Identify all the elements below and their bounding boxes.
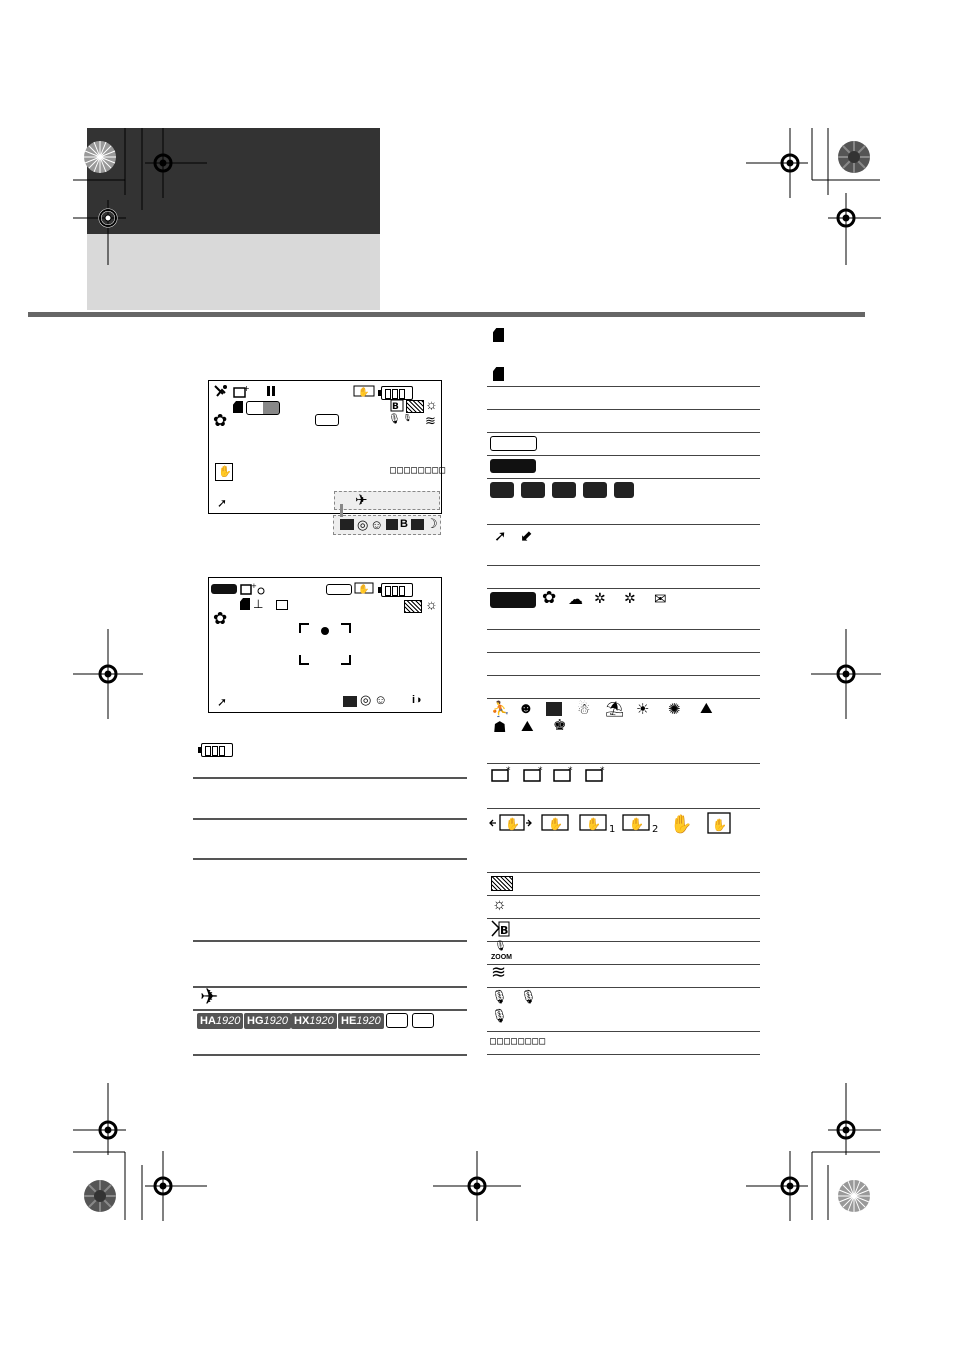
smile-icon: ☺ (374, 692, 388, 707)
status-icon-row (333, 515, 441, 535)
svg-text:*: * (538, 766, 543, 776)
portrait-icon: ☻ (518, 700, 534, 717)
zoom-mic-icon: 🎙 (403, 415, 412, 422)
sun-icon: ☼ (492, 896, 507, 913)
frame-camera-icon (240, 582, 268, 596)
night-scenery-icon: ⛰ (521, 718, 534, 735)
mode-badge (490, 459, 536, 473)
exposure-icon (343, 696, 357, 707)
cloud-icon: ☁ (568, 591, 583, 608)
night-portrait-icon: ☗ (493, 719, 507, 736)
sports-icon: ⛹ (491, 701, 510, 718)
svg-text:*: * (506, 766, 511, 776)
mode-badge (490, 592, 536, 608)
soft-skin-icon (546, 702, 562, 716)
recording-mode-he: HE1920 (338, 1013, 384, 1029)
ia-macro-icon (614, 482, 634, 498)
airplane-icon: ✈ (200, 984, 219, 1009)
party-icon: ♚ (553, 717, 567, 734)
mode-frame (386, 1013, 408, 1028)
counter: □□□□□□□□ (390, 465, 447, 476)
ois-hand-icon: ✋ (215, 463, 233, 481)
diagonal-arrow-icon: ➚ (494, 528, 507, 545)
svg-text:✋: ✋ (629, 817, 644, 831)
svg-text:✋: ✋ (712, 818, 727, 832)
ia-portrait-icon (583, 482, 607, 498)
gear-icon: ✿ (213, 411, 228, 430)
sun-icon: ☼ (425, 396, 438, 412)
frame-icons-row (490, 765, 620, 783)
zoom-mic-icon: 🎙 (494, 941, 507, 952)
recording-mode-ha: HA1920 (197, 1013, 243, 1029)
mic-icon: 🎙 (388, 414, 401, 425)
gear-icon: ✿ (213, 609, 228, 628)
face-icon: ◎ (357, 517, 369, 532)
battery-icon (201, 743, 233, 757)
ia-plus-icon (521, 482, 545, 498)
sunset-icon: ☀ (636, 701, 650, 718)
diagonal-arrow-icon: ➚ (217, 496, 228, 510)
lamp-2-icon: ✲ (624, 590, 636, 606)
airplane-icon: ✈ (355, 492, 368, 509)
picture-size-icon: ⊥ (253, 597, 264, 611)
smile-icon: ☺ (370, 517, 384, 532)
scenery-icon: ⛰ (700, 700, 713, 717)
mic-icon: 🎙 (491, 1008, 508, 1023)
battery-icon (381, 386, 413, 400)
frame-icon (233, 385, 249, 398)
svg-text:✋: ✋ (670, 814, 693, 835)
fireworks-icon: ✺ (668, 701, 681, 718)
exposure-icon (340, 519, 354, 530)
face-icon: ◎ (360, 692, 372, 707)
backlight-icon (491, 920, 511, 938)
ia-scenery-icon (552, 482, 576, 498)
record-bar (246, 401, 280, 415)
svg-text:✋: ✋ (586, 817, 601, 831)
mode-frame (412, 1013, 434, 1028)
gear-icon: ✿ (542, 588, 557, 607)
hand-set-icon: ✉ (654, 591, 667, 608)
diagonal-arrow-icon: ➚ (217, 695, 228, 709)
ois-icons-row (490, 812, 735, 834)
svg-text:*: * (568, 766, 573, 776)
svg-text:+: + (243, 384, 250, 393)
mic-icon: 🎙 (491, 989, 508, 1004)
svg-text:✋: ✋ (358, 585, 370, 595)
svg-text:✋: ✋ (505, 817, 520, 831)
flight-mode-zone (334, 491, 440, 510)
sd-card-icon (240, 598, 250, 610)
recording-mode-hg: HG1920 (244, 1013, 291, 1029)
lamp-1-icon: ✲ (594, 590, 606, 606)
svg-text:2: 2 (652, 824, 659, 835)
backlight-icon (390, 399, 404, 412)
beach-icon: ⛱ (605, 701, 625, 718)
svg-text:*: * (600, 766, 605, 776)
night-icon: ☽ (426, 516, 438, 531)
af-frame (299, 623, 351, 665)
mode-badge (211, 584, 237, 594)
ois-hand-icon (351, 385, 377, 397)
quality-frame (490, 436, 537, 451)
counter: □□□□□□□□ (490, 1036, 547, 1047)
metering-icon (386, 519, 398, 530)
sun-icon: ☼ (425, 596, 438, 612)
motion-picture-screen (208, 380, 447, 514)
wind-cut-icon: ≋ (491, 962, 507, 982)
svg-text:B: B (392, 402, 399, 412)
hatch-icon (491, 876, 513, 891)
sd-card-icon (233, 401, 243, 413)
svg-text:B: B (500, 924, 509, 937)
quality-frame (326, 584, 352, 595)
mode-letter: B (400, 518, 408, 530)
zoom-label: ZOOM (491, 954, 512, 961)
diagonal-arrow-back-icon: ⬋ (520, 528, 533, 545)
svg-text:+: + (251, 582, 257, 590)
mode-frame (315, 414, 339, 426)
hatch-icon (406, 400, 424, 413)
aspect-frame (276, 600, 288, 610)
contrast-label: i◑ (412, 694, 422, 706)
wind-cut-icon: ≋ (425, 413, 436, 428)
battery-icon (381, 583, 413, 597)
portrait-icon (411, 519, 424, 530)
svg-text:1: 1 (609, 824, 616, 835)
ois-hand-icon (354, 582, 378, 595)
pause-icon (267, 386, 270, 396)
ia-icon (490, 482, 514, 498)
starburst-disc-icon (84, 141, 870, 1212)
spotlight-icon: ☃ (577, 701, 591, 718)
mic-icon: 🎙 (520, 989, 537, 1004)
still-picture-screen (208, 577, 442, 713)
svg-text:✋: ✋ (358, 388, 370, 398)
svg-text:✋: ✋ (548, 817, 563, 831)
recording-mode-hx: HX1920 (291, 1013, 337, 1029)
hatch-icon (404, 600, 422, 613)
scene-mode-icon (213, 384, 229, 398)
